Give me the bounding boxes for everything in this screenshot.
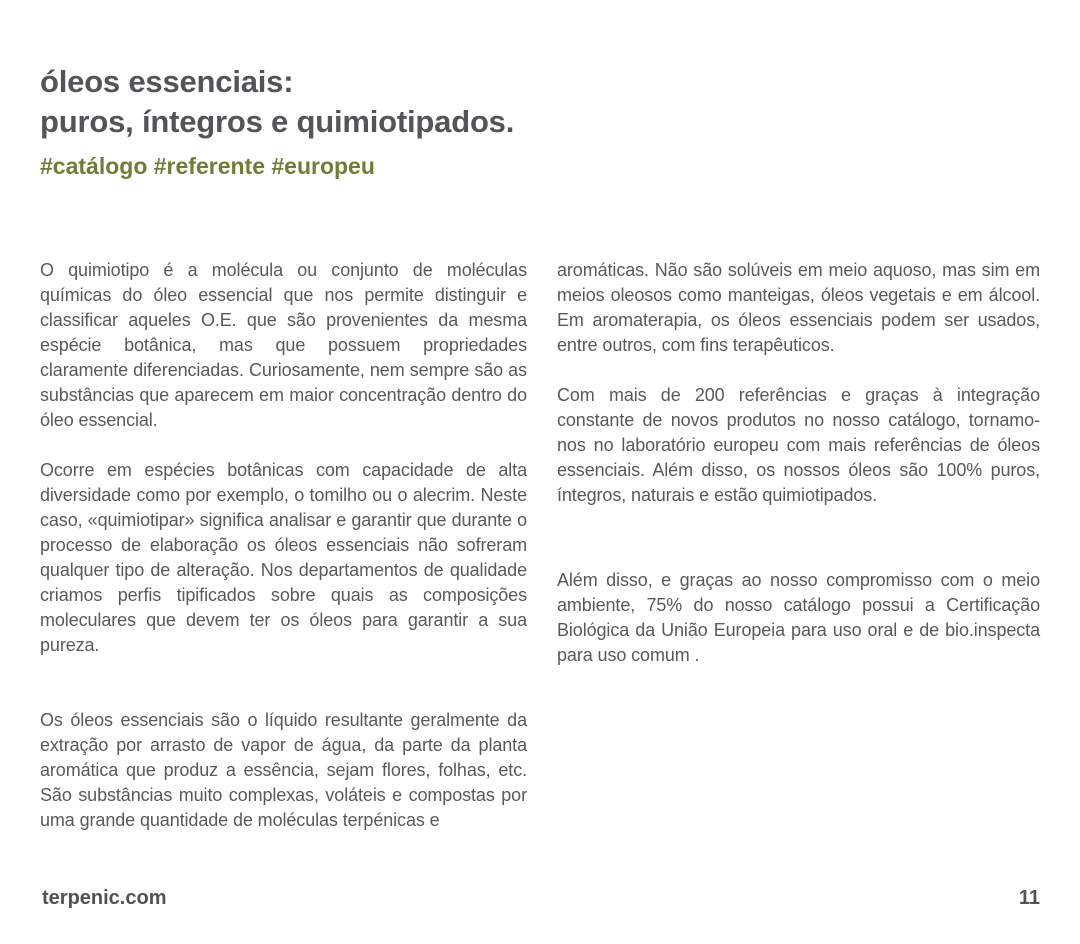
footer-site-url: terpenic.com — [42, 887, 167, 909]
page-title-line-2: puros, íntegros e quimiotipados. — [40, 104, 515, 139]
page-number: 11 — [1018, 887, 1040, 909]
left-column — [40, 258, 527, 833]
paragraph-200-referencias: Com mais de 200 referências e graças à integração constante de novos produtos no nosso catálogo, tornamo-nos no laboratório europeu com mais referências de óleos essenciais. Além disso, os nossos óleos são 100% puros, íntegros, naturais e estão quimiotipados. — [557, 385, 1040, 505]
hashtags-line: #catálogo #referente #europeu — [40, 153, 375, 179]
paragraph-certificacao-biologica: Além disso, e graças ao nosso compromisso com o meio ambiente, 75% do nosso catálogo possui a Certificação Biológica da União Europeia para uso oral e de bio.inspecta para uso comum . — [557, 570, 1040, 665]
paragraph-liquido-resultante: Os óleos essenciais são o líquido resultante geralmente da extração por arrasto de vapor de água, da parte da planta aromática que produz a essência, sejam flores, folhas, etc. São substâncias muito complexas, voláteis e compostas por uma grande quantidade de moléculas terpénicas e — [40, 710, 527, 830]
page-title — [40, 62, 1040, 142]
body-content — [40, 258, 1040, 833]
right-column — [557, 258, 1040, 833]
page-header — [40, 62, 1040, 180]
page-title-line-1: óleos essenciais: — [40, 64, 294, 99]
paragraph-aromaticas: aromáticas. Não são solúveis em meio aquoso, mas sim em meios oleosos como manteigas, óleos vegetais e em álcool. Em aromaterapia, os óleos essenciais podem ser usados, entre outros, com fins terapêuticos. — [557, 260, 1040, 355]
paragraph-especies-botanicas: Ocorre em espécies botânicas com capacidade de alta diversidade como por exemplo, o tomilho ou o alecrim. Neste caso, «quimiotipar» significa analisar e garantir que durante o processo de elaboração os óleos essenciais não sofreram qualquer tipo de alteração. Nos departamentos de qualidade criamos perfis tipificados sobre quais as composições moleculares que devem ter os óleos para garantir a sua pureza. — [40, 460, 527, 655]
paragraph-quimiotipo: O quimiotipo é a molécula ou conjunto de moléculas químicas do óleo essencial que nos permite distinguir e classificar aqueles O.E. que são provenientes da mesma espécie botânica, mas que possuem propriedades claramente diferenciadas. Curiosamente, nem sempre são as substâncias que aparecem em maior concentração dentro do óleo essencial. — [40, 260, 527, 430]
